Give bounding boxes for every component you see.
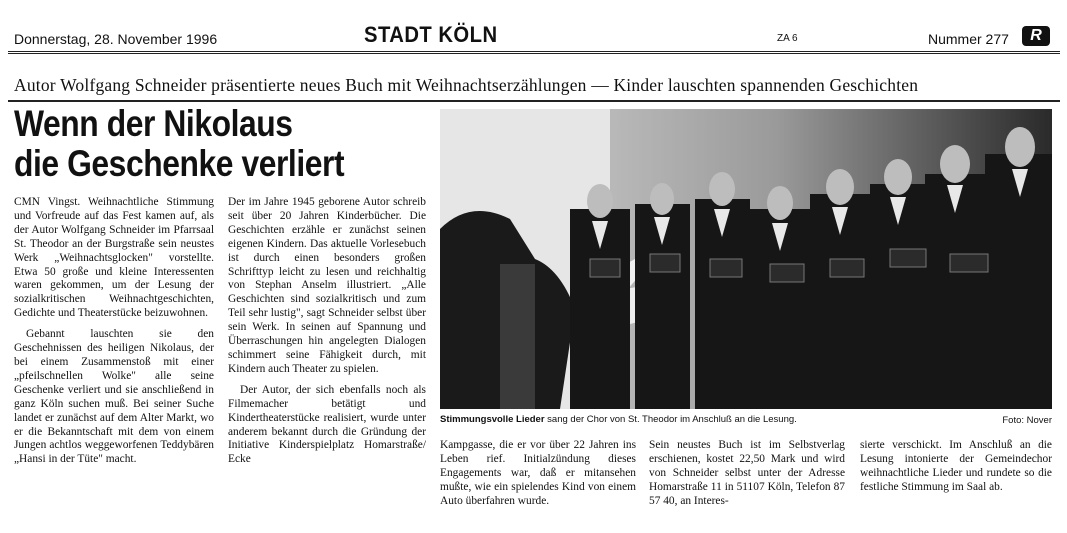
caption-text: sang der Chor von St. Theodor im Anschluß an die Lesung. [544, 414, 797, 425]
article-column-5 [860, 439, 1052, 502]
article-kicker: Autor Wolfgang Schneider präsentierte neues Buch mit Weihnachtserzählungen — Kinder lauschten spannenden Geschichten [14, 75, 919, 95]
article-headline [14, 104, 375, 184]
headline-line-1: Wenn der Nikolaus [14, 103, 293, 144]
paragraph: Gebannt lauschten sie den Geschehnissen des heiligen Nikolaus, der bei einem Zusammenstoß mit einer „pfeilschnellen Wolke" alle seine Geschenke verliert und sie anschließend in ganz Köln suchen muß. Bei seiner Suche landet er zunächst auf dem Alter Markt, wo er die Bekanntschaft mit dem von einem Jungen achtlos weggeworfenen Teddybären „Hansi in der Tüte" macht. [14, 328, 214, 466]
paragraph: Der Autor, der sich ebenfalls noch als Filmemacher betätigt und Kindertheaterstücke realisiert, wurde unter anderem bekannt durch die Gründung der Initiative Kinderspielplatz Homarstraße/ Ecke [228, 383, 426, 466]
caption-bold: Stimmungsvolle Lieder [440, 414, 545, 425]
photo-caption [440, 414, 1052, 425]
issue-date: Donnerstag, 28. November 1996 [14, 31, 218, 47]
issue-number: Nummer 277 [928, 31, 1009, 47]
newspaper-logo: R [1022, 26, 1050, 46]
choir-photo [440, 109, 1052, 409]
page-code: ZA 6 [777, 33, 798, 44]
paragraph: sierte verschickt. Im Anschluß an die Lesung intonierte der Gemeindechor weihnachtliche Lieder und rundete so die festliche Stimmung im Saal ab. [860, 439, 1052, 493]
article-column-4 [649, 439, 845, 516]
paragraph: Sein neustes Buch ist im Selbstverlag erschienen, kostet 22,50 Mark und wird von Schneider selbst unter der Adresse Homarstraße 11 in 51107 Köln, Telefon 87 57 40, an Interes- [649, 439, 845, 507]
article-column-1 [14, 196, 214, 474]
photo-credit: Foto: Nover [1002, 415, 1052, 426]
article-column-2 [228, 196, 426, 474]
article-column-3 [440, 439, 636, 516]
paragraph: CMN Vingst. Weihnachtliche Stimmung und Vorfreude auf das Fest kamen auf, als der Autor Wolfgang Schneider im Pfarrsaal St. Theodor an der Burgstraße sein neustes Werk „Weihnachtsglocken" vorstellte. Etwa 50 große und kleine Interessenten waren gekommen, um der Lesung der sozialkritischen Weihnachtgeschichten, Gedichte und Theaterstücke beizuwohnen. [14, 196, 214, 320]
paper-section-title: STADT KÖLN [364, 22, 498, 47]
choir-photo-image [440, 109, 1052, 409]
header-rule-2 [8, 53, 1060, 54]
kicker-rule [8, 100, 1060, 102]
paragraph: Kampgasse, die er vor über 22 Jahren ins Leben rief. Initialzündung dieses Engagements war, daß er mitansehen mußte, wie ein spielendes Kind von einem Auto überfahren wurde. [440, 439, 636, 507]
header-rule [8, 51, 1060, 52]
paragraph: Der im Jahre 1945 geborene Autor schreib seit über 20 Jahren Kinderbücher. Die Geschichten erzähle er zunächst seinen eigenen Kindern. Das aktuelle Vorlesebuch ist durch einen besonders großen Schrifttyp leicht zu lesen und reichhaltig von Stephan Anselm illustriert. „Alle Geschichten sind sozialkritisch und zum Teil sehr lustig", sagt Schneider selbst über sein Werk. In seinen auf Spannung und Überraschungen hin angelegten Dialogen schimmert seine Fähigkeit durch, mit Kindern auch Theater zu spielen. [228, 196, 426, 375]
headline-line-2: die Geschenke verliert [14, 143, 345, 184]
